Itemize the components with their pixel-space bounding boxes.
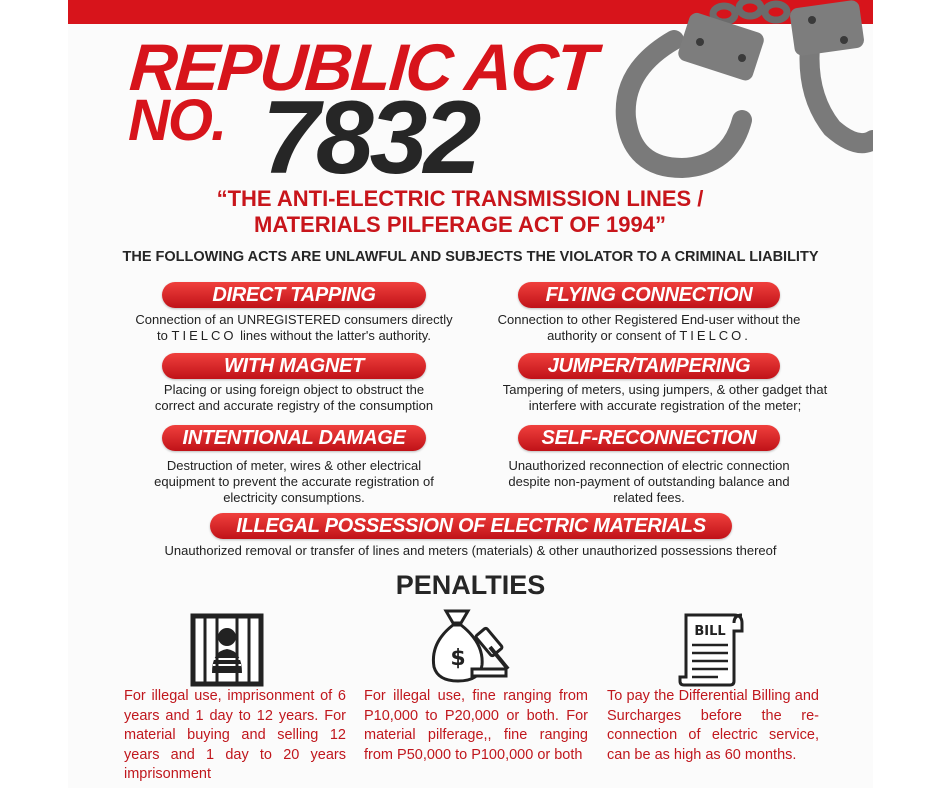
desc-line: equipment to prevent the accurate registration of: [154, 474, 434, 489]
desc-line: Destruction of meter, wires & other electrical: [166, 458, 422, 473]
penalty-billing-text: To pay the Differential Billing and Surcharges before the re-connection of electric service, can be as high as 60 months.: [607, 688, 819, 763]
desc-self-reconnection: [476, 458, 822, 506]
pill-with-magnet: WITH MAGNET: [162, 353, 426, 379]
act-subtitle: [160, 186, 760, 238]
desc-line: correct and accurate registry of the consumption: [154, 398, 434, 413]
desc-line: electricity consumptions.: [223, 490, 365, 505]
desc-line: Tampering of meters, using jumpers, & other gadget that: [502, 382, 828, 397]
desc-with-magnet: [112, 382, 476, 414]
desc-line: Unauthorized reconnection of electric connection: [508, 458, 790, 473]
desc-line: despite non-payment of outstanding balance and: [508, 474, 790, 489]
desc-line: interfere with accurate registration of the meter;: [528, 398, 802, 413]
bill-label: BILL: [694, 624, 726, 639]
penalties-title: PENALTIES: [395, 570, 546, 600]
desc-text: lines without the latter's authority.: [240, 328, 431, 343]
desc-line: Placing or using foreign object to obstruct the: [163, 382, 425, 397]
pill-direct-tapping: DIRECT TAPPING: [162, 282, 426, 308]
desc-line: Connection of an UNREGISTERED consumers directly: [135, 312, 453, 327]
desc-line: [476, 328, 822, 344]
company-name: TIELCO: [171, 328, 237, 343]
desc-flying-connection: [476, 312, 822, 344]
penalty-fine-text: For illegal use, fine ranging from P10,000 to P20,000 or both. For material pilferage,, fine ranging from P50,000 to P100,000 or both: [364, 688, 588, 763]
title-republic-act: REPUBLIC ACT: [127, 30, 598, 104]
handcuffs-icon: [612, 0, 873, 190]
jail-icon: [190, 613, 264, 687]
money-bag-gavel-icon: [428, 607, 512, 685]
pill-illegal-possession: ILLEGAL POSSESSION OF ELECTRIC MATERIALS: [210, 513, 732, 539]
desc-intentional-damage: [112, 458, 476, 506]
subtitle-line-2: MATERIALS PILFERAGE ACT OF 1994”: [254, 212, 666, 237]
pill-flying-connection: FLYING CONNECTION: [518, 282, 780, 308]
desc-line: [112, 328, 476, 344]
desc-illegal-possession: Unauthorized removal or transfer of lines and meters (materials) & other unauthorized possessions thereof: [164, 543, 777, 558]
pill-intentional-damage: INTENTIONAL DAMAGE: [162, 425, 426, 451]
company-name: TIELCO.: [679, 328, 751, 343]
penalty-imprisonment-text: For illegal use, imprisonment of 6 years and 1 day to 12 years. For material buying and selling 12 years and 1 day to 20 years imprisonment: [124, 688, 346, 782]
lead-statement: THE FOLLOWING ACTS ARE UNLAWFUL AND SUBJECTS THE VIOLATOR TO A CRIMINAL LIABILITY: [122, 249, 819, 265]
bill-icon: [678, 611, 750, 687]
desc-line: related fees.: [613, 490, 685, 505]
title-no: NO.: [128, 88, 226, 153]
pill-jumper-tampering: JUMPER/TAMPERING: [518, 353, 780, 379]
svg-text:$: $: [450, 646, 466, 671]
title-number: 7832: [262, 80, 478, 196]
pill-self-reconnection: SELF-RECONNECTION: [518, 425, 780, 451]
desc-text: authority or consent of: [547, 328, 676, 343]
desc-text: to: [157, 328, 168, 343]
desc-direct-tapping: [112, 312, 476, 344]
subtitle-line-1: “THE ANTI-ELECTRIC TRANSMISSION LINES /: [216, 186, 704, 211]
desc-jumper-tampering: [476, 382, 854, 414]
desc-line: Connection to other Registered End-user without the: [497, 312, 801, 327]
